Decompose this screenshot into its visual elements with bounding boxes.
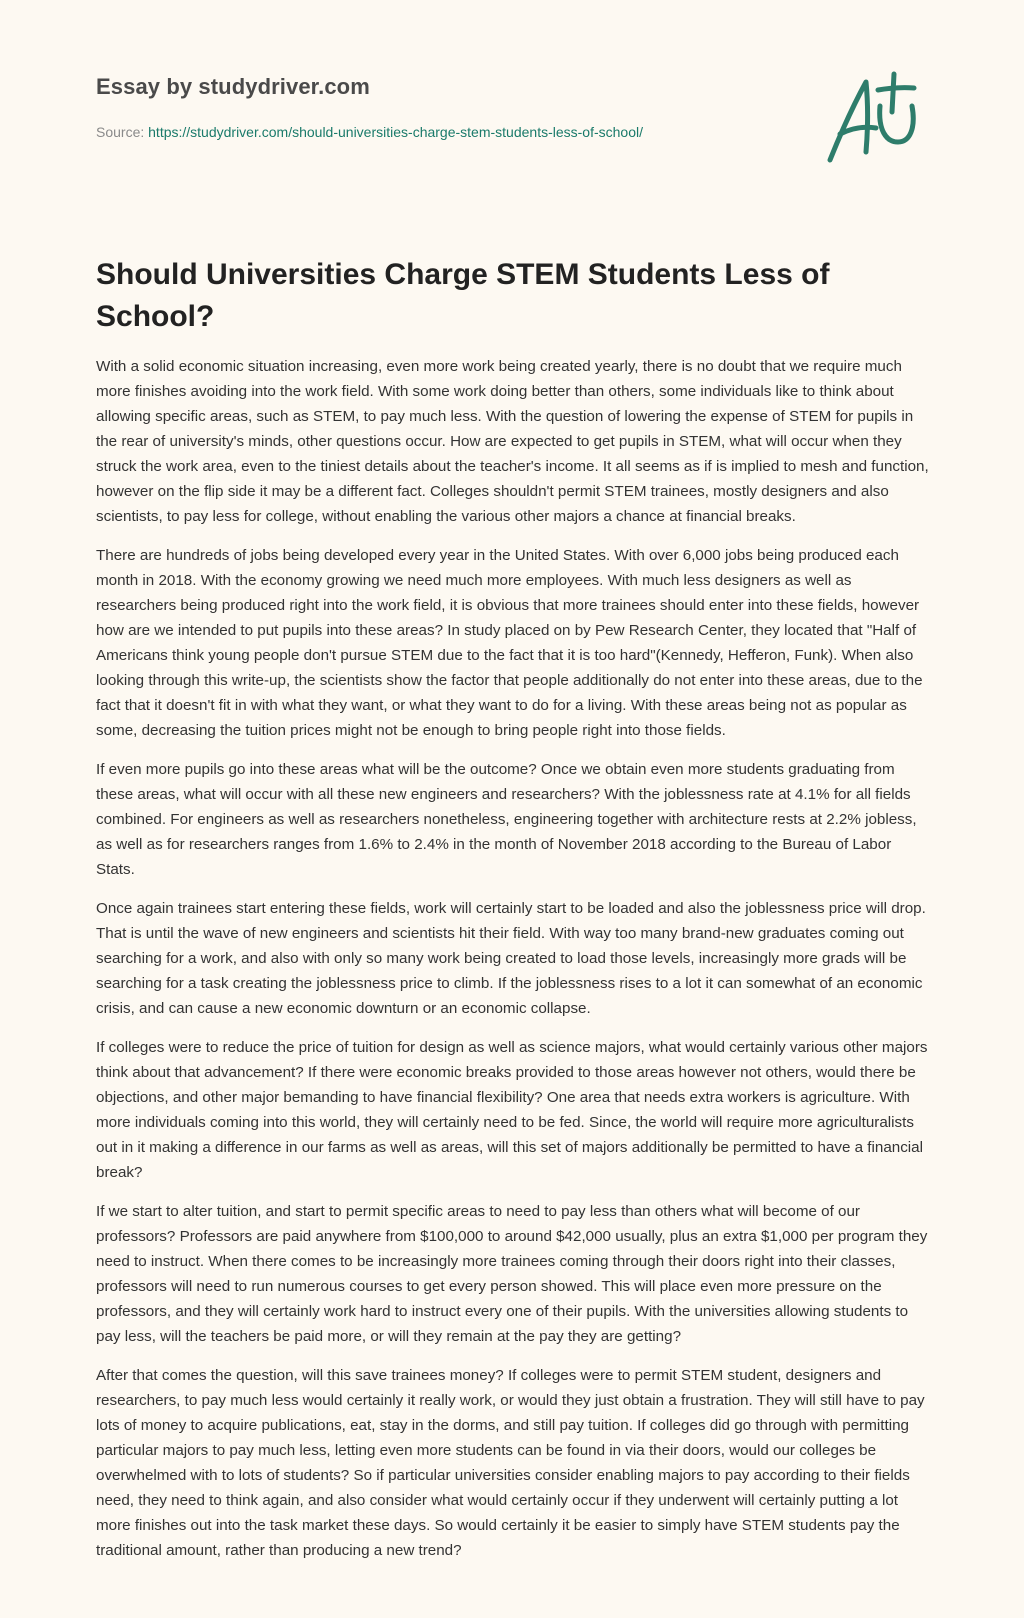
a-plus-logo <box>820 68 932 168</box>
essay-title: Should Universities Charge STEM Students Less of School? <box>96 258 830 333</box>
essay-body <box>96 354 934 1577</box>
essay-paragraph: There are hundreds of jobs being developed every year in the United States. With over 6,000 jobs being produced each month in 2018. With the economy growing we need much more employees. With much less designers as well as researchers being produced right into the work field, it is obvious that more trainees should enter into these fields, however how are we intended to put pupils into these areas? In study placed on by Pew Research Center, they located that "Half of Americans think young people don't pursue STEM due to the fact that it is too hard"(Kennedy, Hefferon, Funk). When also looking through this write-up, the scientists show the factor that people additionally do not enter into these areas, due to the fact that it doesn't fit in with what they want, or what they want to do for a living. With these areas being not as popular as some, decreasing the tuition prices might not be enough to bring people right into those fields. <box>96 547 923 739</box>
source-label: Source: <box>96 124 149 140</box>
essay-paragraph: If even more pupils go into these areas what will be the outcome? Once we obtain even more students graduating from these areas, what will occur with all these new engineers and researchers? With the joblessness rate at 4.1% for all fields combined. For engineers as well as researchers nonetheless, engineering together with architecture rests at 2.2% jobless, as well as for researchers ranges from 1.6% to 2.4% in the month of November 2018 according to the Bureau of Labor Stats. <box>96 761 917 878</box>
essay-paragraph: If we start to alter tuition, and start to permit specific areas to need to pay less than others what will become of our professors? Professors are paid anywhere from $100,000 to around $42,000 usually, plus an extra $1,000 per program they need to instruct. When there comes to be increasingly more trainees coming through their doors right into their classes, professors will need to run numerous courses to get every person showed. This will place even more pressure on the professors, and they will certainly work hard to instruct every one of their pupils. With the universities allowing students to pay less, will the teachers be paid more, or will they remain at the pay they are getting? <box>96 1203 928 1345</box>
essay-paragraph: If colleges were to reduce the price of tuition for design as well as science majors, what would certainly various other majors think about that advancement? If there were economic breaks provided to those areas however not others, would there be objections, and other major bemanding to have financial flexibility? One area that needs extra workers is agriculture. With more individuals coming into this world, they will certainly need to be fed. Since, the world will require more agriculturalists out in it making a difference in our farms as well as areas, will this set of majors additionally be permitted to have a financial break? <box>96 1039 928 1181</box>
source-line <box>96 124 643 140</box>
essay-paragraph: Once again trainees start entering these fields, work will certainly start to be loaded and also the joblessness price will drop. That is until the wave of new engineers and scientists hit their field. With way too many brand-new graduates coming out searching for a work, and also with only so many work being created to load those levels, increasingly more grads will be searching for a task creating the joblessness price to climb. If the joblessness rises to a lot it can somewhat of an economic crisis, and can cause a new economic downturn or an economic collapse. <box>96 900 926 1017</box>
essay-paragraph: After that comes the question, will this save trainees money? If colleges were to permit STEM student, designers and researchers, to pay much less would certainly it really work, or would they just obtain a frustration. They will still have to pay lots of money to acquire publications, eat, stay in the dorms, and still pay tuition. If colleges did go through with permitting particular majors to pay much less, letting even more students can be found in via their doors, would our colleges be overwhelmed with to lots of students? So if particular universities consider enabling majors to pay according to their fields need, they need to think again, and also consider what would certainly occur if they underwent will certainly putting a lot more finishes out into the task market these days. So would certainly it be easier to simply have STEM students pay the traditional amount, rather than producing a new trend? <box>96 1367 925 1559</box>
site-title: Essay by studydriver.com <box>96 74 370 99</box>
source-link[interactable]: https://studydriver.com/should-universities-charge-stem-students-less-of-school/ <box>148 124 644 140</box>
essay-paragraph: With a solid economic situation increasing, even more work being created yearly, there is no doubt that we require much more finishes avoiding into the work field. With some work doing better than others, some individuals like to think about allowing specific areas, such as STEM, to pay much less. With the question of lowering the expense of STEM for pupils in the rear of university's minds, other questions occur. How are expected to get pupils in STEM, what will occur when they struck the work area, even to the tiniest details about the teacher's income. It all seems as if is implied to mesh and function, however on the flip side it may be a different fact. Colleges shouldn't permit STEM trainees, mostly designers and also scientists, to pay less for college, without enabling the various other majors a chance at financial breaks. <box>96 358 929 525</box>
